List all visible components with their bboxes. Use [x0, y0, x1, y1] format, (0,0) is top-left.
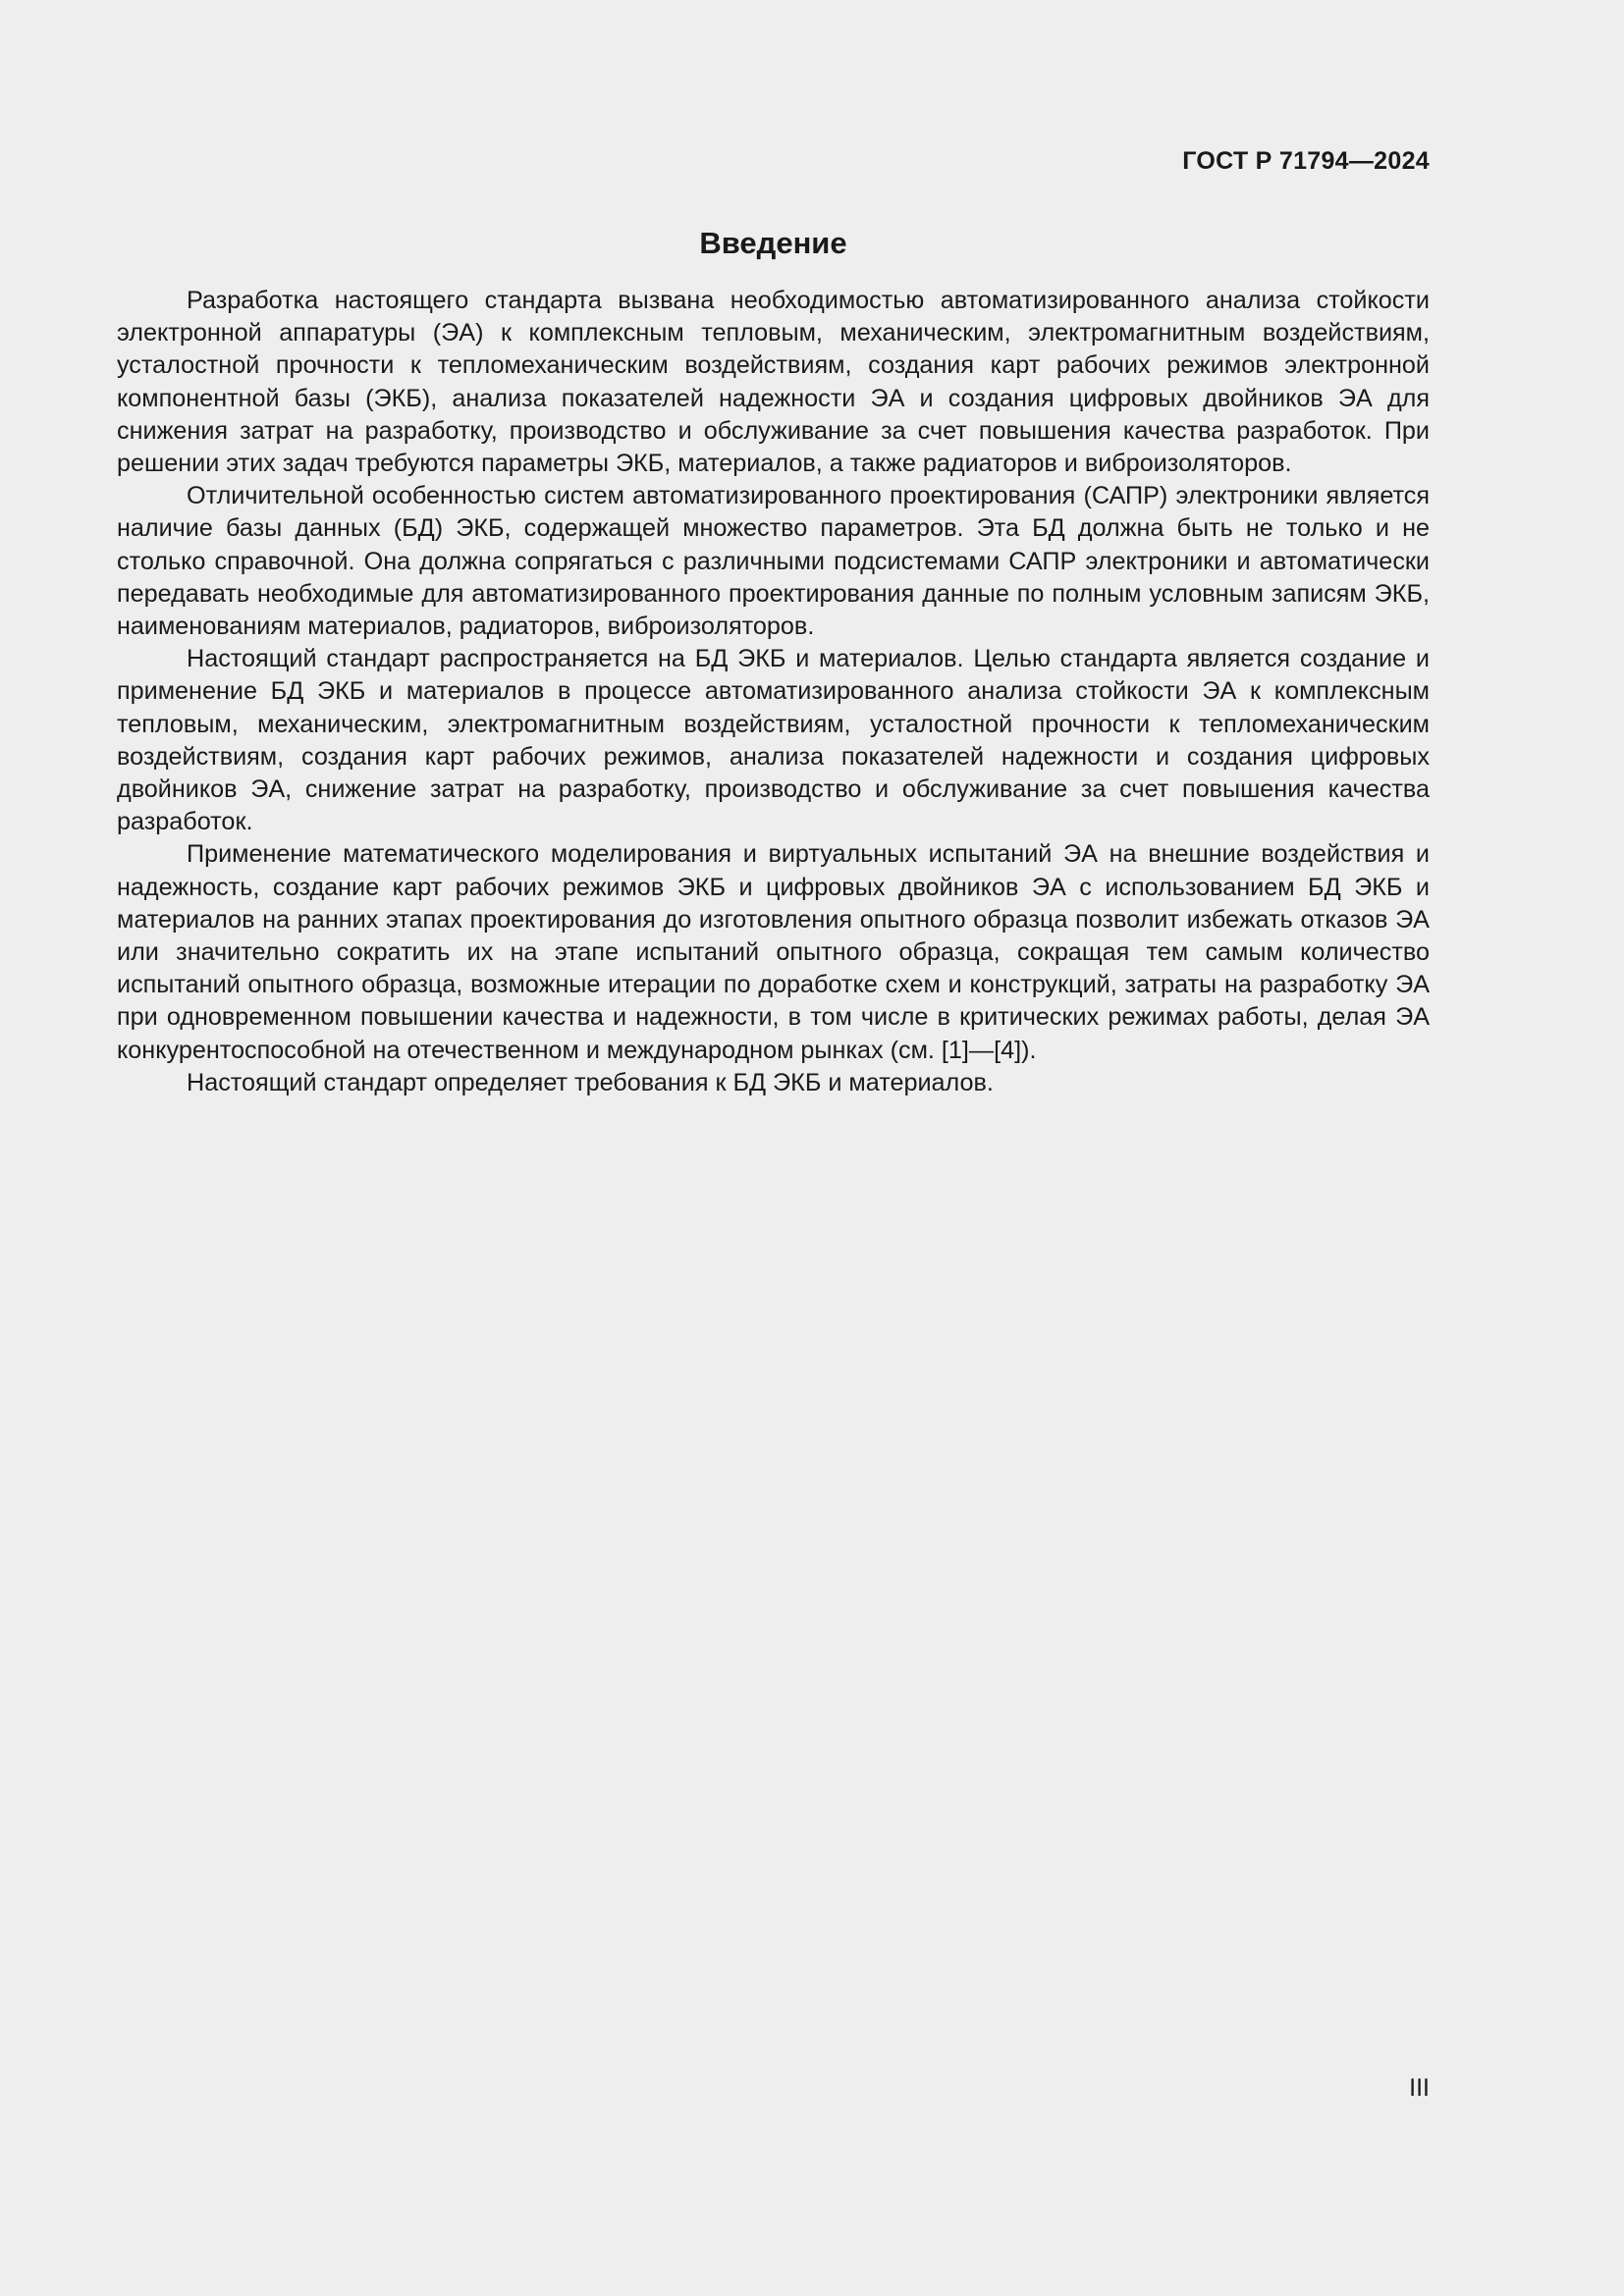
paragraph: Настоящий стандарт распространяется на БД ЭКБ и материалов. Целью стандарта является создание и применение БД ЭКБ и материалов в процессе автоматизированного анализа стойкости ЭА к комплексным тепловым, механическим, электромагнитным воздействиям, усталостной прочности к тепломеханическим воздействиям, создания карт рабочих режимов, анализа показателей надежности и создания цифровых двойников ЭА, снижение затрат на разработку, производство и обслуживание за счет повышения качества разработок.	[117, 645, 1430, 836]
page-number: III	[1409, 2074, 1430, 2102]
section-title: Введение	[699, 226, 847, 260]
document-code: ГОСТ Р 71794—2024	[1182, 147, 1430, 175]
paragraph: Настоящий стандарт определяет требования к БД ЭКБ и материалов.	[187, 1068, 994, 1096]
paragraph: Разработка настоящего стандарта вызвана необходимостью автоматизированного анализа стойкости электронной аппаратуры (ЭА) к комплексным тепловым, механическим, электромагнитным воздействиям, усталостной прочности к тепломеханическим воздействиям, создания карт рабочих режимов электронной компонентной базы (ЭКБ), анализа показателей надежности ЭА и создания цифровых двойников ЭА для снижения затрат на разработку, производство и обслуживание за счет повышения качества разработок. При решении этих задач требуются параметры ЭКБ, материалов, а также радиаторов и виброизоляторов.	[117, 287, 1430, 478]
paragraph: Отличительной особенностью систем автоматизированного проектирования (САПР) электроники является наличие базы данных (БД) ЭКБ, содержащей множество параметров. Эта БД должна быть не только и не столько справочной. Она должна сопрягаться с различными подсистемами САПР электроники и автоматически передавать необходимые для автоматизированного проектирования данные по полным условным записям ЭКБ, наименованиям материалов, радиаторов, виброизоляторов.	[117, 482, 1430, 641]
paragraph: Применение математического моделирования и виртуальных испытаний ЭА на внешние воздействия и надежность, создание карт рабочих режимов ЭКБ и цифровых двойников ЭА с использованием БД ЭКБ и материалов на ранних этапах проектирования до изготовления опытного образца позволит избежать отказов ЭА или значительно сократить их на этапе испытаний опытного образца, сокращая тем самым количество испытаний опытного образца, возможные итерации по доработке схем и конструкций, затраты на разработку ЭА при одновременном повышении качества и надежности, в том числе в критических режимах работы, делая ЭА конкурентоспособной на отечественном и международном рынках (см. [1]—[4]).	[117, 840, 1430, 1064]
section-body	[117, 285, 1430, 1099]
